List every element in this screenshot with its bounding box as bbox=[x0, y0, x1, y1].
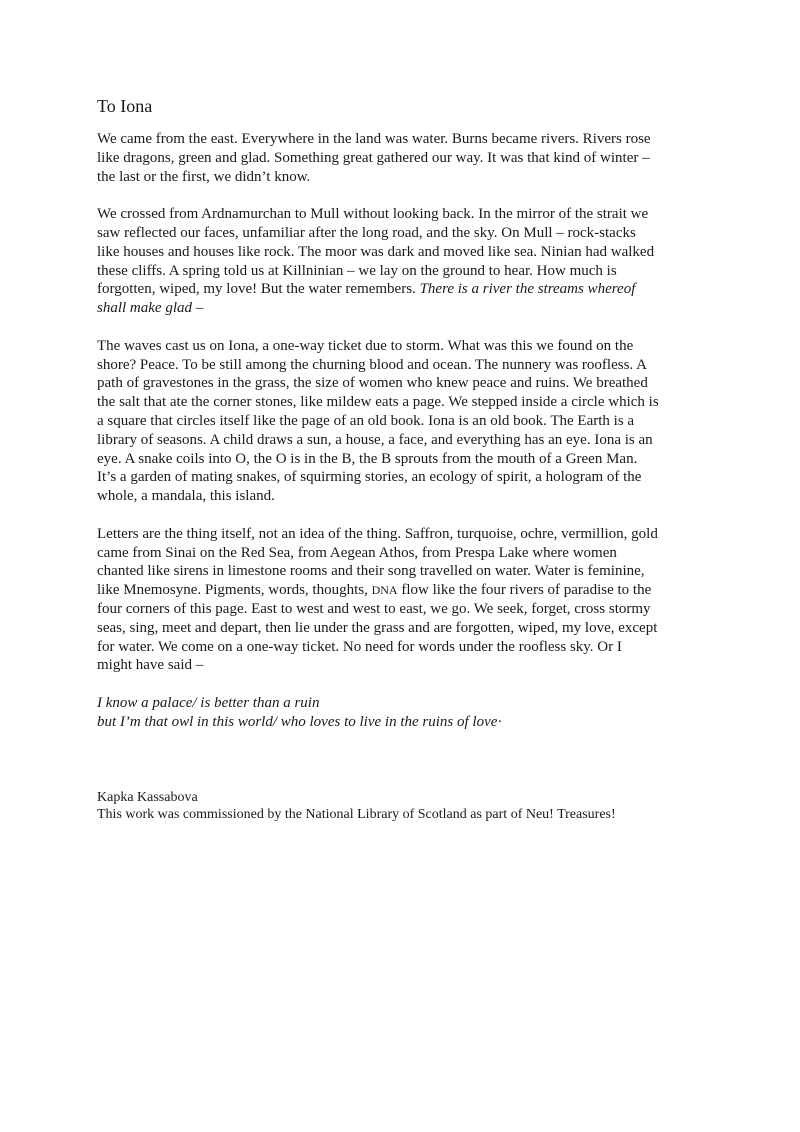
text-line: It’s a garden of mating snakes, of squirming stories, an ecology of spirit, a hologram of the bbox=[97, 469, 642, 486]
text-segment: flow like the four rivers of paradise to the bbox=[397, 582, 652, 599]
text-segment: forgotten, wiped, my love! But the water remembers. bbox=[97, 281, 420, 298]
verse-mark: · bbox=[497, 713, 503, 730]
signature-block bbox=[97, 789, 616, 823]
text-line: the last or the first, we didn’t know. bbox=[97, 168, 311, 185]
text-line: like dragons, green and glad. Something great gathered our way. It was that kind of winter – bbox=[97, 149, 650, 166]
text-line: library of seasons. A child draws a sun, a house, a face, and everything has an eye. Iona is an bbox=[97, 431, 653, 448]
text-line-mixed bbox=[97, 581, 717, 600]
small-caps-word: DNA bbox=[371, 583, 398, 598]
text-line: four corners of this page. East to west and west to east, we go. We seek, forget, cross stormy bbox=[97, 600, 651, 617]
text-line: We came from the east. Everywhere in the land was water. Burns became rivers. Rivers rose bbox=[97, 131, 651, 147]
text-line: path of gravestones in the grass, the size of women who knew peace and ruins. We breathed bbox=[97, 375, 648, 392]
text-line: seas, sing, meet and depart, then lie under the grass and are forgotten, wiped, my love, except bbox=[97, 619, 658, 636]
text-line: eye. A snake coils into O, the O is in the B, the B sprouts from the mouth of a Green Man. bbox=[97, 450, 638, 467]
text-line: shore? Peace. To be still among the churning blood and ocean. The nunnery was roofless. A bbox=[97, 356, 647, 373]
verse-line-mixed bbox=[97, 713, 717, 732]
poem-body bbox=[97, 130, 717, 750]
verse-line: I know a palace/ is better than a ruin bbox=[97, 694, 320, 711]
poem-title: To Iona bbox=[97, 96, 153, 116]
paragraph-3 bbox=[97, 337, 717, 506]
text-line: Letters are the thing itself, not an idea of the thing. Saffron, turquoise, ochre, vermillion, gold bbox=[97, 525, 658, 542]
text-line: chanted like sirens in limestone rooms and their song travelled on water. Water is feminine, bbox=[97, 563, 645, 580]
text-line: might have said – bbox=[97, 657, 204, 674]
text-line: The waves cast us on Iona, a one-way ticket due to storm. What was this we found on the bbox=[97, 337, 634, 354]
text-line: for water. We come on a one-way ticket. No need for words under the roofless sky. Or I bbox=[97, 638, 622, 655]
text-line: whole, a mandala, this island. bbox=[97, 488, 275, 505]
text-line: like houses and houses like rock. The moor was dark and moved like sea. Ninian had walked bbox=[97, 243, 655, 260]
text-line-mixed bbox=[97, 280, 717, 299]
text-line: We crossed from Ardnamurchan to Mull without looking back. In the mirror of the strait we bbox=[97, 206, 649, 223]
italic-quote: shall make glad – bbox=[97, 300, 204, 317]
commission-credit: This work was commissioned by the National Library of Scotland as part of Neu! Treasures! bbox=[97, 807, 616, 822]
verse bbox=[97, 694, 717, 732]
text-line: these cliffs. A spring told us at Killninian – we lay on the ground to hear. How much is bbox=[97, 262, 617, 279]
paragraph-2 bbox=[97, 205, 717, 318]
italic-quote: There is a river the streams whereof bbox=[419, 281, 636, 298]
author-name: Kapka Kassabova bbox=[97, 790, 198, 805]
text-line: a square that circles itself like the page of an old book. Iona is an old book. The Earth is a bbox=[97, 412, 635, 429]
text-line: came from Sinai on the Red Sea, from Aegean Athos, from Prespa Lake where women bbox=[97, 544, 617, 561]
text-line: saw reflected our faces, unfamiliar after the long road, and the sky. On Mull – rock-stacks bbox=[97, 224, 636, 241]
paragraph-1 bbox=[97, 130, 717, 186]
text-line: the salt that ate the corner stones, like mildew eats a page. We stepped inside a circle which is bbox=[97, 394, 659, 411]
paragraph-4 bbox=[97, 525, 717, 675]
text-segment: like Mnemosyne. Pigments, words, thoughts, bbox=[97, 582, 372, 599]
verse-line: but I’m that owl in this world/ who loves to live in the ruins of love bbox=[97, 713, 498, 730]
